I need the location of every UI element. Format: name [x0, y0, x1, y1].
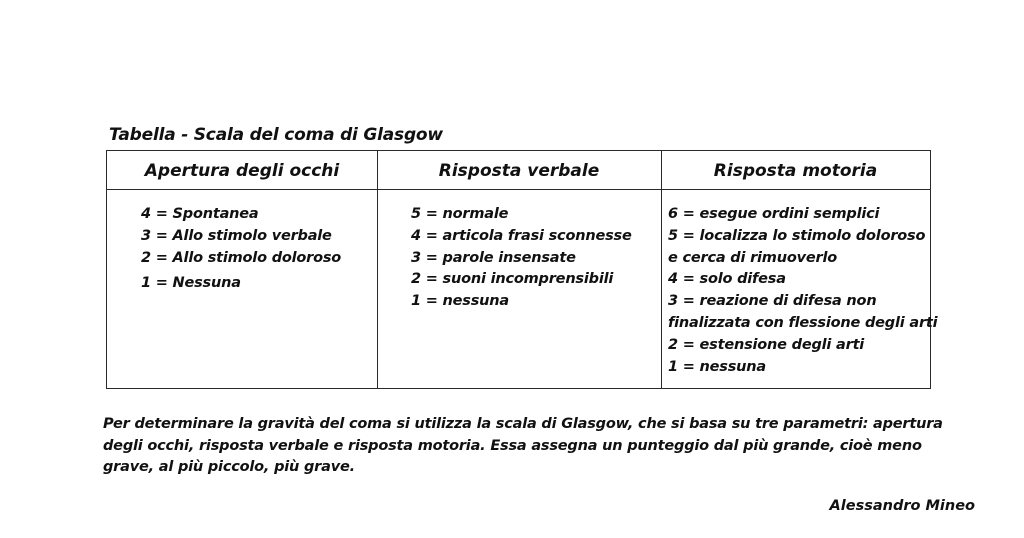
- list-item: e cerca di rimuoverlo: [668, 249, 837, 266]
- header-motor-response: Risposta motoria: [713, 161, 878, 181]
- list-item: 4 = articola frasi sconnesse: [411, 227, 632, 244]
- list-item: 3 = reazione di difesa non: [668, 293, 877, 310]
- description-paragraph: Per determinare la gravità del coma si utilizza la scala di Glasgow, che si basa su tre parametri: apertura degli occhi, risposta verbale e risposta motoria. Essa assegna un punteggio dal più grande, cioè meno grave, al più piccolo, più grave.: [103, 416, 943, 475]
- author-signature: Alessandro Mineo: [829, 498, 975, 514]
- list-item: 2 = Allo stimolo doloroso: [141, 249, 342, 266]
- list-item: 2 = estensione degli arti: [668, 336, 865, 353]
- glasgow-coma-scale-table: [106, 150, 938, 389]
- list-item: 5 = localizza lo stimolo doloroso: [668, 227, 926, 244]
- list-item: 1 = Nessuna: [141, 275, 241, 292]
- list-item: 3 = Allo stimolo verbale: [141, 227, 332, 244]
- list-item: 1 = nessuna: [668, 358, 766, 375]
- eye-opening-list: [141, 204, 341, 295]
- list-item: 6 = esegue ordini semplici: [668, 206, 880, 222]
- motor-response-list: [668, 204, 937, 378]
- header-verbal-response: Risposta verbale: [438, 161, 600, 181]
- list-item: 2 = suoni incomprensibili: [411, 271, 614, 288]
- list-item: 3 = parole insensate: [411, 249, 576, 266]
- list-item: 4 = Spontanea: [141, 206, 259, 222]
- list-item: 4 = solo difesa: [668, 271, 786, 288]
- list-item: 5 = normale: [411, 206, 509, 222]
- header-eye-opening: Apertura degli occhi: [144, 161, 340, 181]
- header-divider: [107, 189, 930, 190]
- list-item: 1 = nessuna: [411, 293, 509, 310]
- verbal-response-list: [411, 204, 632, 313]
- list-item: finalizzata con flessione degli arti: [668, 314, 938, 331]
- table-caption: Tabella - Scala del coma di Glasgow: [109, 125, 443, 145]
